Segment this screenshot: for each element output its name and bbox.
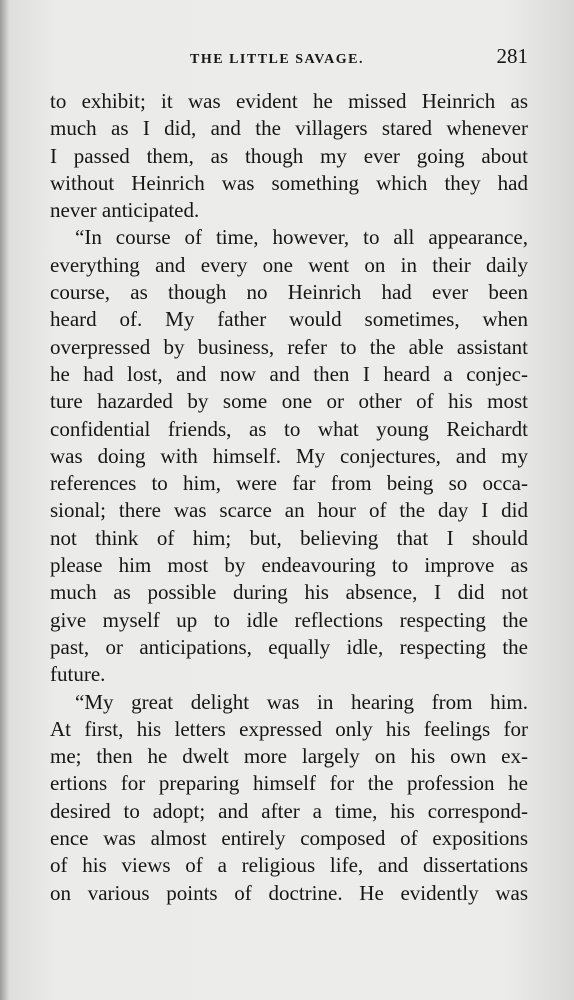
text-line: ture hazarded by some one or other of his most [50,389,528,414]
text-line: heard of. My father would sometimes, when [50,307,528,332]
text-line: was doing with himself. My conjectures, and my [50,443,528,468]
text-line: past, or anticipations, equally idle, respecting the [50,634,528,659]
text-line: course, as though no Heinrich had ever been [50,280,528,305]
text-line: future. [50,662,106,687]
text-line: give myself up to idle reflections respecting the [50,607,528,632]
text-line: overpressed by business, refer to the able assistant [50,334,528,359]
text-line: please him most by endeavouring to improve as [50,553,528,578]
text-line: “In course of time, however, to all appearance, [75,225,528,250]
text-line: references to him, were far from being so occa- [50,471,528,496]
text-line: much as possible during his absence, I did not [50,580,528,605]
text-line: he had lost, and now and then I heard a conjec- [50,361,528,386]
text-line: I passed them, as though my ever going about [50,143,528,168]
text-line: without Heinrich was something which they had [50,170,528,195]
text-line: of his views of a religious life, and dissertations [50,853,528,878]
text-line: ence was almost entirely composed of expositions [50,826,528,851]
page-header [50,44,528,74]
text-line: everything and every one went on in their daily [50,252,528,277]
text-line: never anticipated. [50,198,200,223]
text-line: desired to adopt; and after a time, his correspond- [50,798,528,823]
text-line: not think of him; but, believing that I should [50,525,528,550]
text-line: ertions for preparing himself for the profession he [50,771,528,796]
text-line: At first, his letters expressed only his feelings for [50,716,528,741]
page-edge-shadow [0,0,9,1000]
text-line: much as I did, and the villagers stared whenever [50,116,528,141]
page-number: 281 [496,44,528,68]
text-line: on various points of doctrine. He evidently was [50,880,528,905]
text-line: me; then he dwelt more largely on his own ex- [50,744,528,769]
text-line: confidential friends, as to what young Reichardt [50,416,528,441]
text-line: to exhibit; it was evident he missed Heinrich as [50,89,528,113]
text-line: “My great delight was in hearing from him. [75,689,528,714]
text-line: sional; there was scarce an hour of the day I did [50,498,528,523]
running-head: THE LITTLE SAVAGE. [190,52,364,67]
body-text [50,88,528,907]
